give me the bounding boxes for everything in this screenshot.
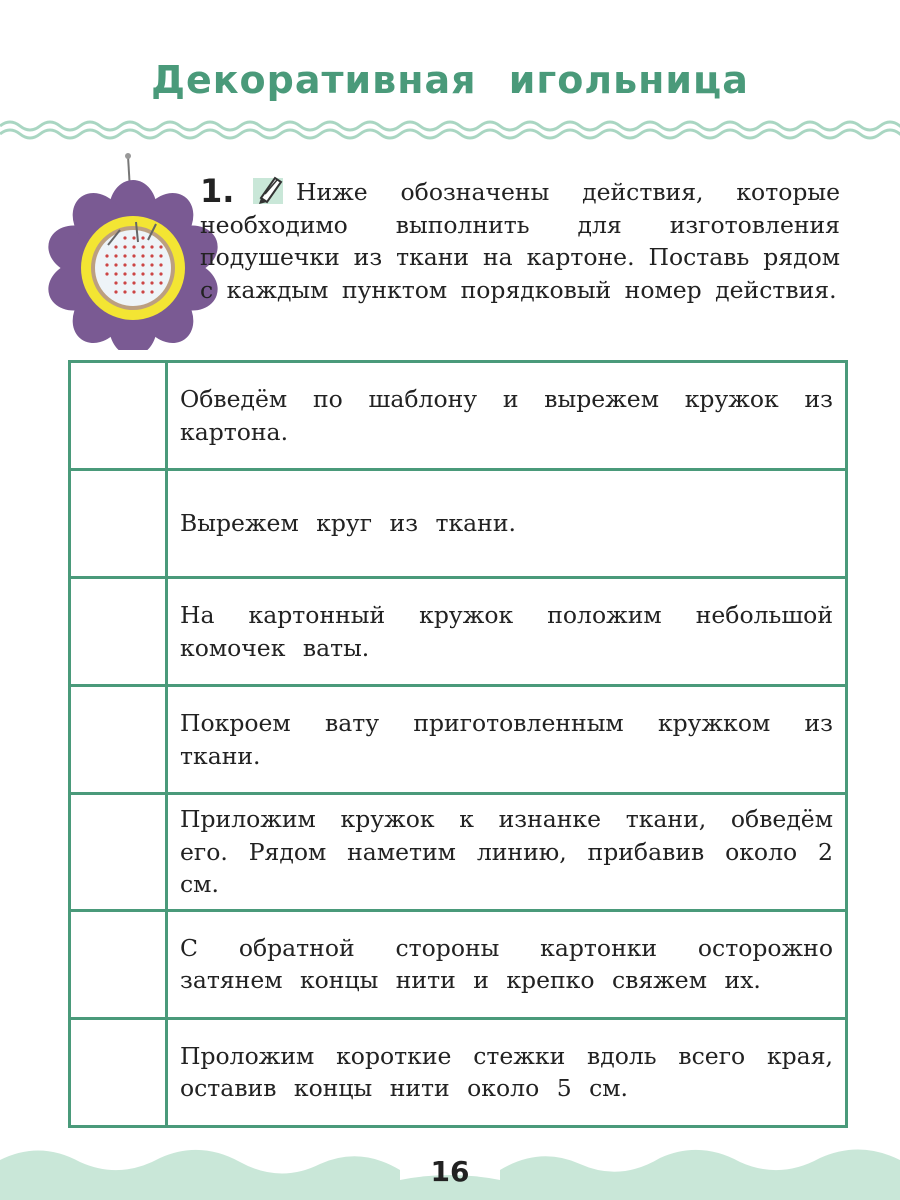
step-text: Вырежем круг из ткани.: [167, 470, 847, 578]
step-row: [70, 1018, 847, 1126]
page-number: 16: [430, 1155, 470, 1188]
wave-divider: [0, 112, 900, 146]
step-row: [70, 686, 847, 794]
task-number: 1.: [200, 172, 235, 210]
step-row: [70, 362, 847, 470]
pencil-icon: [253, 172, 287, 206]
step-row: [70, 910, 847, 1018]
step-number-cell[interactable]: [70, 1018, 167, 1126]
step-number-cell[interactable]: [70, 470, 167, 578]
task-instruction: Ниже обозначены действия, которые необходимо выполнить для изготовления подушечки из ткани на картоне. Поставь рядом с каждым пунктом порядковый номер действия.: [200, 178, 840, 304]
step-number-cell[interactable]: [70, 686, 167, 794]
step-text: На картонный кружок положим небольшой комочек ваты.: [167, 578, 847, 686]
steps-table: [68, 360, 848, 1128]
pincushion-flower-illustration: [48, 150, 218, 350]
step-text: Проложим короткие стежки вдоль всего края, оставив концы нити около 5 см.: [167, 1018, 847, 1126]
step-number-cell[interactable]: [70, 362, 167, 470]
step-text: С обратной стороны картонки осторожно затянем концы нити и крепко свяжем их.: [167, 910, 847, 1018]
page-title: Декоративная игольница: [151, 58, 749, 102]
step-number-cell[interactable]: [70, 794, 167, 911]
step-row: [70, 578, 847, 686]
task-block: [200, 172, 840, 306]
step-row: [70, 794, 847, 911]
step-text: Покроем вату приготовленным кружком из ткани.: [167, 686, 847, 794]
step-number-cell[interactable]: [70, 910, 167, 1018]
step-text: Обведём по шаблону и вырежем кружок из картона.: [167, 362, 847, 470]
step-text: Приложим кружок к изнанке ткани, обведём его. Рядом наметим линию, прибавив около 2 см.: [167, 794, 847, 911]
step-number-cell[interactable]: [70, 578, 167, 686]
step-row: [70, 470, 847, 578]
